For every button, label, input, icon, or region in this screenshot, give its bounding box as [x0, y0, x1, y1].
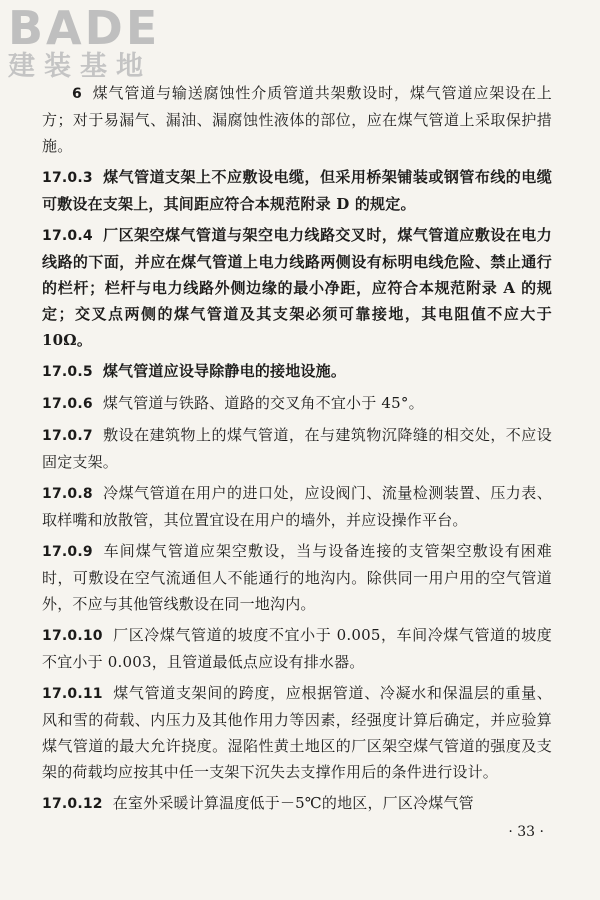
- clause-text: 在室外采暖计算温度低于－5℃的地区，厂区冷煤气管: [112, 794, 474, 812]
- clause-number: 17.0.10: [42, 628, 103, 644]
- clause-paragraph: [42, 222, 552, 353]
- clause-text: 车间煤气管道应架空敷设，当与设备连接的支管架空敷设有困难时，可敷设在空气流通但人不能通行的地沟内。除供同一用户用的空气管道外，不应与其他管线敷设在同一地沟内。: [42, 542, 552, 613]
- clause-paragraph: [42, 80, 552, 159]
- clause-text: 煤气管道支架上不应敷设电缆，但采用桥架铺装或钢管布线的电缆可敷设在支架上，其间距应符合本规范附录 D 的规定。: [42, 168, 552, 213]
- clause-number: 17.0.11: [42, 686, 103, 702]
- clause-text: 煤气管道与铁路、道路的交叉角不宜小于 45°。: [102, 394, 424, 412]
- clause-number: 17.0.6: [42, 396, 93, 412]
- logo-title: BADE: [8, 1, 161, 55]
- clause-number: 6: [72, 86, 82, 102]
- clause-number: 17.0.8: [42, 486, 93, 502]
- clause-paragraph: [42, 422, 552, 475]
- clause-number: 17.0.4: [42, 228, 93, 244]
- clause-paragraph: [42, 538, 552, 617]
- clause-text: 冷煤气管道在用户的进口处，应设阀门、流量检测装置、压力表、取样嘴和放散管，其位置宜设在用户的墙外，并应设操作平台。: [42, 484, 552, 529]
- clause-paragraph: [42, 164, 552, 217]
- logo-subtitle: 建装基地: [8, 51, 152, 82]
- clause-paragraph: [42, 390, 552, 417]
- clause-paragraph: [42, 680, 552, 785]
- clause-paragraph: [42, 622, 552, 675]
- page-number: · 33 ·: [508, 824, 544, 840]
- clause-paragraph: [42, 480, 552, 533]
- logo: [8, 1, 178, 82]
- clause-paragraph: [42, 358, 552, 385]
- document-body: [42, 80, 552, 822]
- clause-text: 煤气管道应设导除静电的接地设施。: [102, 362, 347, 380]
- clause-text: 厂区架空煤气管道与架空电力线路交叉时，煤气管道应敷设在电力线路的下面，并应在煤气管道上电力线路两侧设有标明电线危险、禁止通行的栏杆；栏杆与电力线路外侧边缘的最小净距，应符合本规范附录 A 的规定；交叉点两侧的煤气管道及其支架必须可靠接地，其电阻值不应大于 10Ω。: [42, 226, 552, 349]
- clause-number: 17.0.7: [42, 428, 93, 444]
- clause-text: 煤气管道支架间的跨度，应根据管道、冷凝水和保温层的重量、风和雪的荷载、内压力及其他作用力等因素，经强度计算后确定，并应验算煤气管道的最大允许挠度。湿陷性黄土地区的厂区架空煤气管道的强度及支架的荷载均应按其中任一支架下沉失去支撑作用后的条件进行设计。: [42, 684, 552, 781]
- clause-text: 煤气管道与输送腐蚀性介质管道共架敷设时，煤气管道应架设在上方；对于易漏气、漏油、漏腐蚀性液体的部位，应在煤气管道上采取保护措施。: [42, 84, 552, 155]
- clause-text: 敷设在建筑物上的煤气管道，在与建筑物沉降缝的相交处，不应设固定支架。: [42, 426, 552, 471]
- clause-number: 17.0.3: [42, 170, 93, 186]
- clause-paragraph: [42, 790, 552, 817]
- clause-number: 17.0.9: [42, 544, 93, 560]
- clause-number: 17.0.12: [42, 796, 103, 812]
- clause-text: 厂区冷煤气管道的坡度不宜小于 0.005，车间冷煤气管道的坡度不宜小于 0.003，且管道最低点应设有排水器。: [42, 626, 552, 671]
- clause-number: 17.0.5: [42, 364, 93, 380]
